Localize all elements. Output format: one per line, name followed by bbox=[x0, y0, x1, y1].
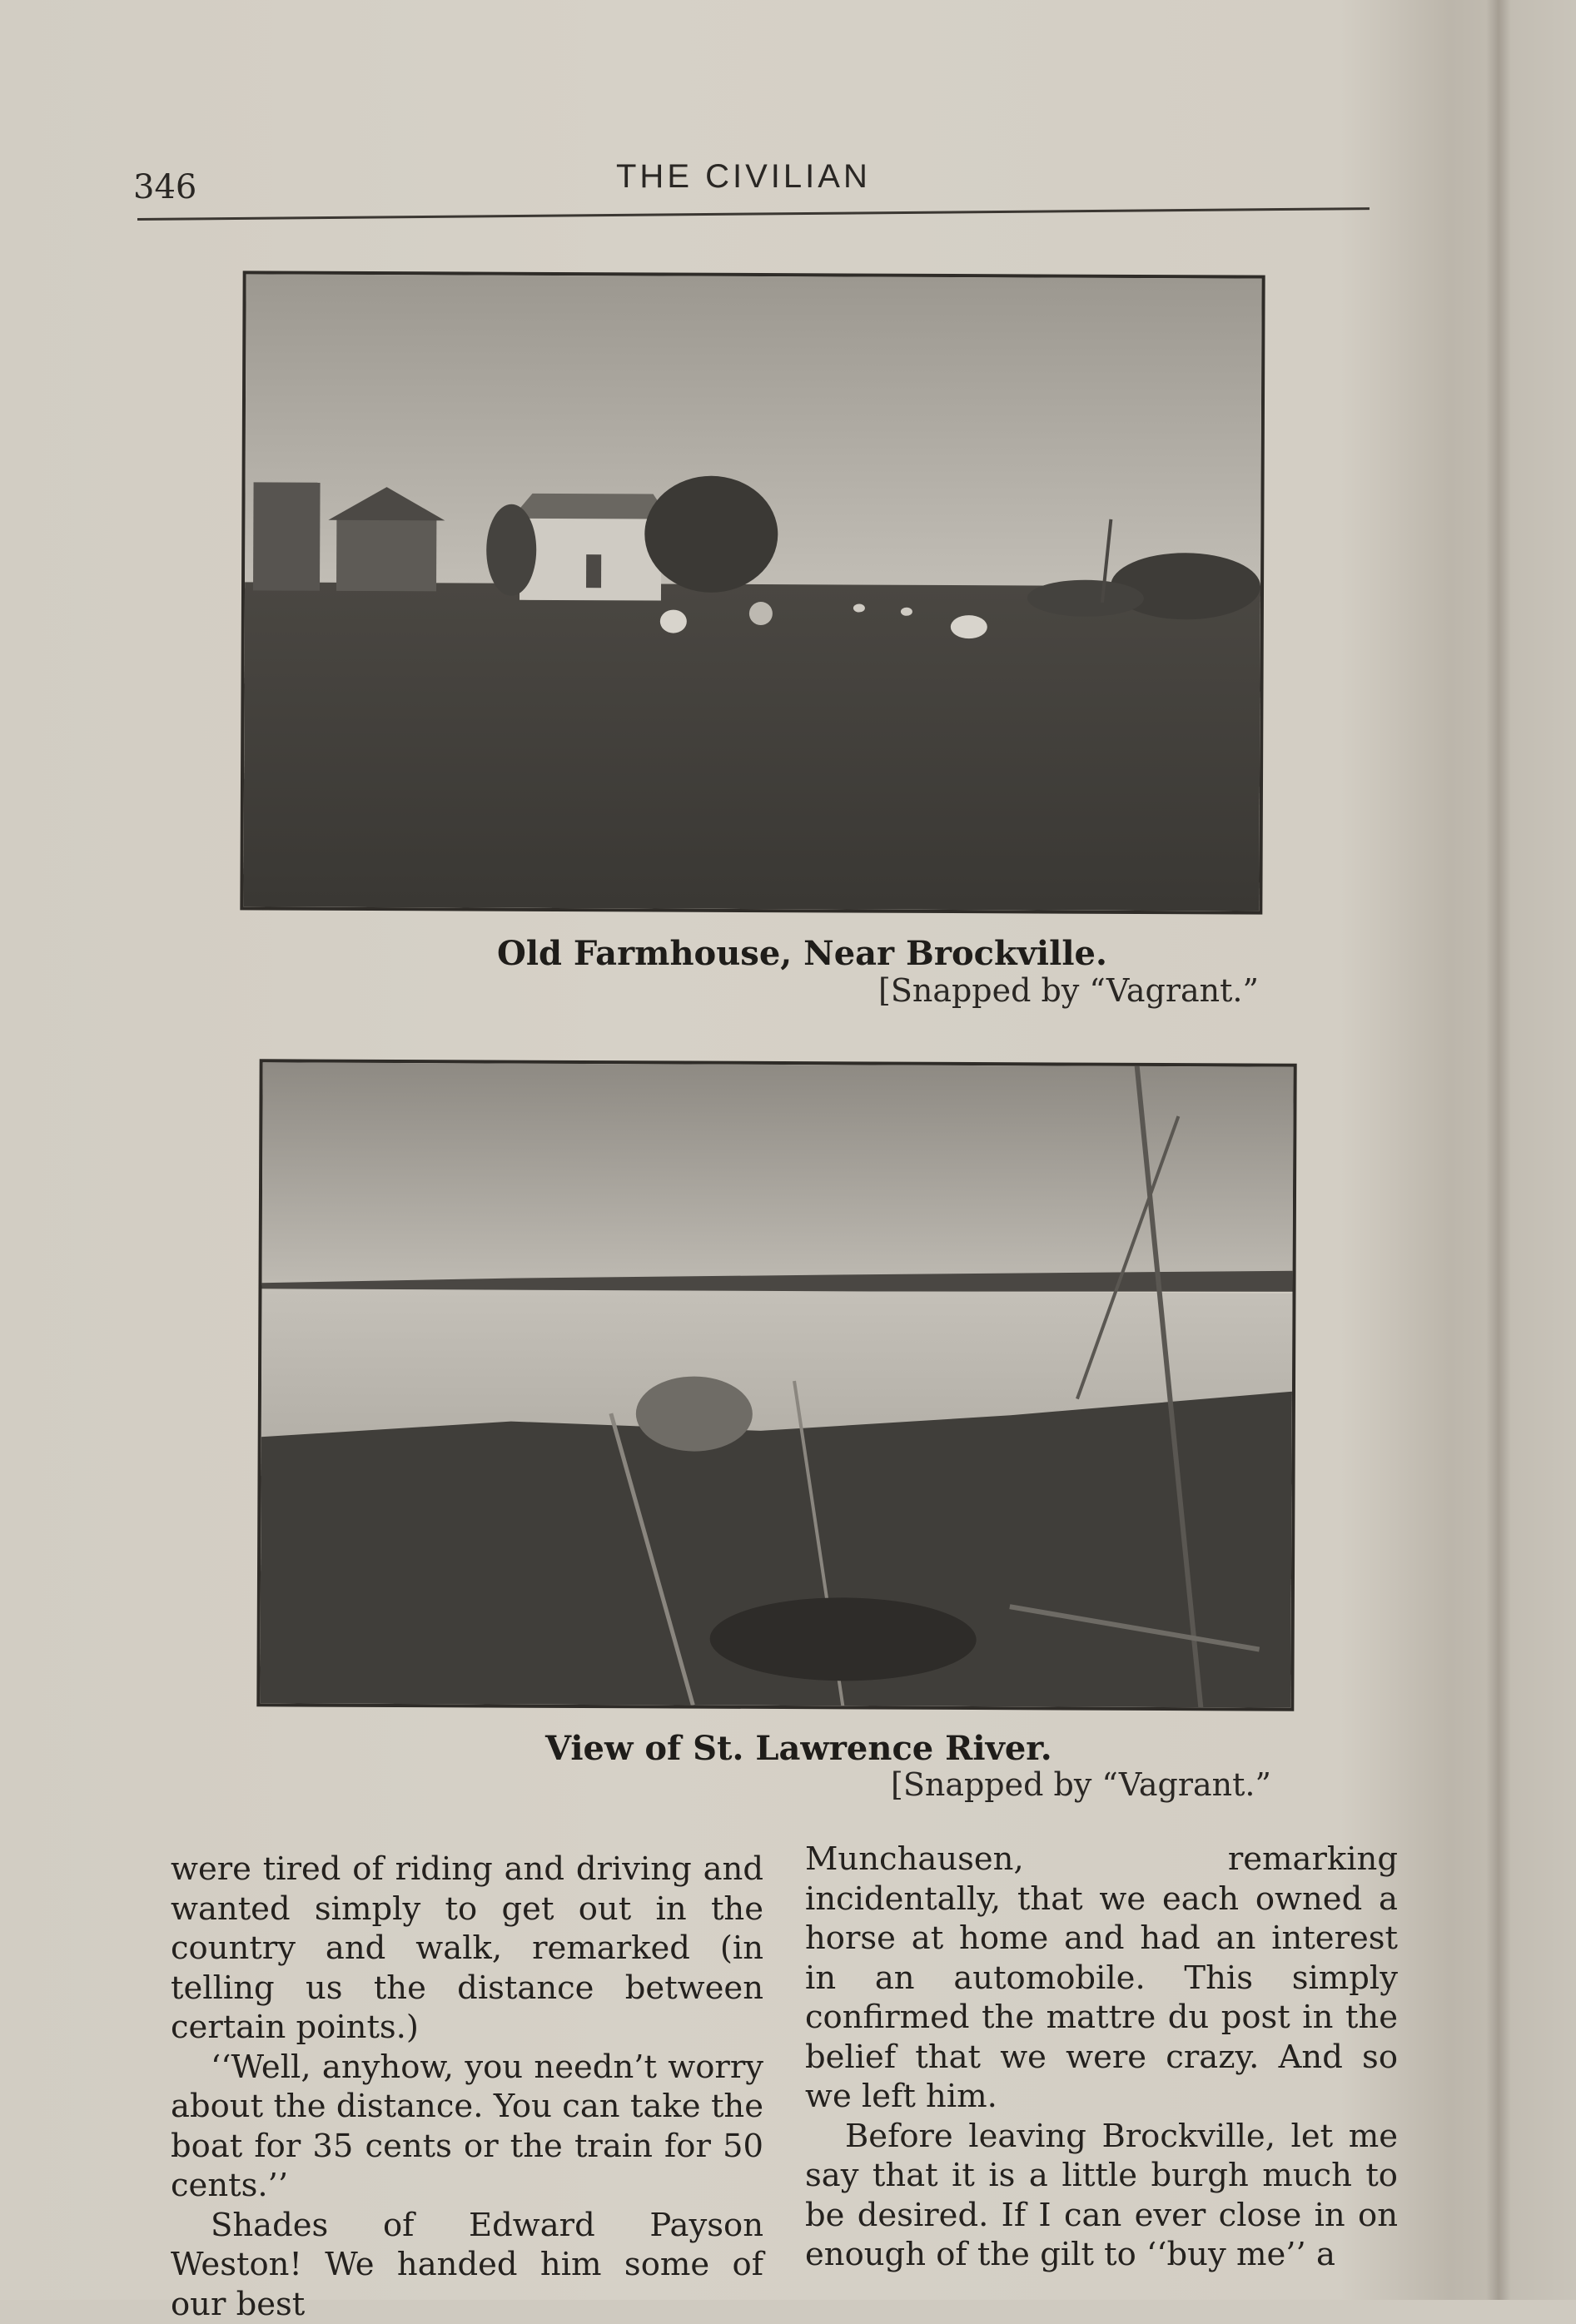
paragraph: Munchausen, remarking incidentally, that we each owned a horse at home and had an interest in an automobile. This simply confirmed the mattre du post in the belief that we were crazy. And so we left him. bbox=[805, 1840, 1398, 2117]
figure-credit: [Snapped by “Vagrant.” bbox=[878, 972, 1259, 1009]
paragraph: Shades of Edward Payson Weston! We handed him some of our best bbox=[171, 2206, 763, 2324]
paragraph: ‘‘Well, anyhow, you needn’t worry about the distance. You can take the boat for 35 cents or the train for 50 cents.’’ bbox=[171, 2048, 763, 2206]
farmhouse-photo bbox=[240, 271, 1265, 914]
running-head: THE CIVILIAN bbox=[616, 158, 871, 196]
page-gutter-shadow bbox=[1486, 0, 1511, 2300]
figure-caption: View of St. Lawrence River. bbox=[545, 1729, 1052, 1768]
header-rule bbox=[137, 207, 1370, 221]
paragraph: were tired of riding and driving and wanted simply to get out in the country and walk, remarked (in telling us the distance between certain points.) bbox=[171, 1850, 763, 2048]
text-column-left bbox=[171, 1850, 763, 2324]
figure-caption: Old Farmhouse, Near Brockville. bbox=[497, 934, 1107, 973]
page-number: 346 bbox=[133, 168, 196, 206]
farmhouse-image bbox=[243, 274, 1261, 911]
river-photo bbox=[256, 1059, 1296, 1711]
paragraph: Before leaving Brockville, let me say that it is a little burgh much to be desired. If I can ever close in on enough of the gilt to ‘‘buy me’’ a bbox=[805, 2117, 1398, 2275]
text-column-right bbox=[805, 1840, 1398, 2275]
river-image bbox=[260, 1062, 1293, 1707]
figure-credit: [Snapped by “Vagrant.” bbox=[891, 1766, 1271, 1803]
